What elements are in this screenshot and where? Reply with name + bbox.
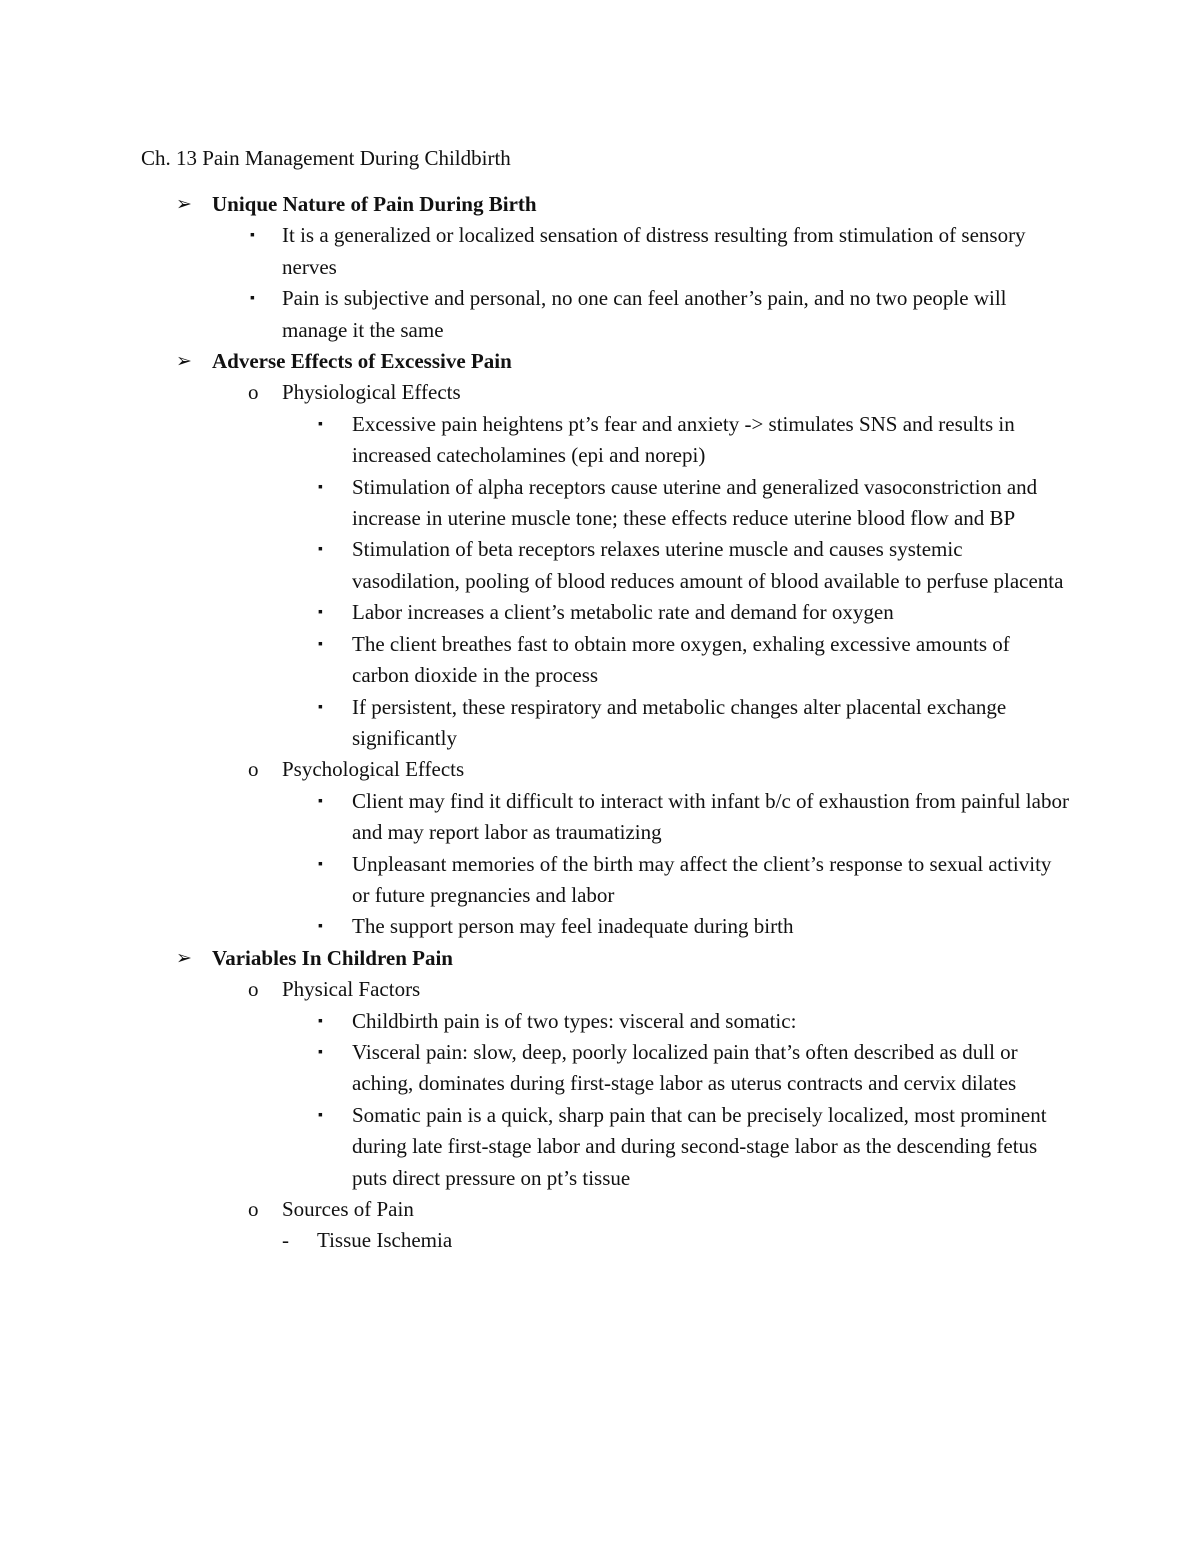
square-bullet-icon: ▪ (318, 1107, 323, 1123)
subsection-heading (0, 754, 1200, 785)
square-bullet-icon: ▪ (318, 1013, 323, 1029)
subsection-heading (0, 974, 1200, 1005)
section-heading (0, 189, 1200, 220)
list-item-text: Stimulation of beta receptors relaxes uterine muscle and causes systemic vasodilation, pooling of blood reduces amount of blood available to perfuse placenta (352, 537, 1064, 593)
list-item (0, 1100, 1200, 1194)
list-item-text: Childbirth pain is of two types: visceral and somatic: (352, 1008, 797, 1033)
arrow-bullet-icon: ➢ (176, 194, 192, 215)
list-item (0, 472, 1200, 535)
square-bullet-icon: ▪ (250, 291, 255, 307)
arrow-bullet-icon: ➢ (176, 351, 192, 373)
section-heading-text: Unique Nature of Pain During Birth (212, 192, 537, 216)
subsection-heading-text: Physiological Effects (282, 380, 461, 405)
list-item (0, 409, 1200, 472)
list-item (0, 1037, 1200, 1100)
subsection-heading-text: Psychological Effects (282, 757, 465, 782)
square-bullet-icon: ▪ (318, 636, 323, 652)
list-item-text: Labor increases a client’s metabolic rate and demand for oxygen (352, 600, 894, 625)
square-bullet-icon: ▪ (318, 919, 323, 935)
list-item-text: Unpleasant memories of the birth may affect the client’s response to sexual activity or future pregnancies and labor (352, 851, 1052, 907)
list-item (0, 220, 1200, 283)
list-item (0, 1225, 1200, 1256)
square-bullet-icon: ▪ (318, 793, 323, 809)
list-item-text: Tissue Ischemia (317, 1228, 453, 1253)
list-item (0, 849, 1200, 912)
list-item-text: It is a generalized or localized sensation of distress resulting from stimulation of sensory nerves (282, 223, 1026, 279)
circle-bullet-icon: o (248, 757, 259, 782)
list-item (0, 597, 1200, 628)
list-item-text: Somatic pain is a quick, sharp pain that can be precisely localized, most prominent during late first-stage labor and during second-stage labor as the descending fetus puts direct pressure on pt’s tissue (352, 1102, 1047, 1190)
square-bullet-icon: ▪ (318, 542, 323, 558)
circle-bullet-icon: o (248, 1197, 259, 1221)
square-bullet-icon: ▪ (318, 699, 323, 715)
subsection-heading-text: Sources of Pain (282, 1197, 414, 1221)
section-heading (0, 943, 1200, 974)
list-item (0, 629, 1200, 692)
square-bullet-icon: ▪ (318, 1044, 323, 1060)
circle-bullet-icon: o (248, 380, 259, 405)
list-item-text: If persistent, these respiratory and metabolic changes alter placental exchange significantly (352, 694, 1007, 750)
document-outline (0, 189, 1200, 1257)
square-bullet-icon: ▪ (318, 605, 323, 621)
list-item-text: Visceral pain: slow, deep, poorly localized pain that’s often described as dull or aching, dominates during first-stage labor as uterus contracts and cervix dilates (352, 1039, 1018, 1096)
section-heading-text: Adverse Effects of Excessive Pain (212, 349, 512, 374)
subsection-heading (0, 377, 1200, 408)
list-item-text: Excessive pain heightens pt’s fear and anxiety -> stimulates SNS and results in increased catecholamines (epi and norepi) (352, 411, 1015, 468)
list-item (0, 692, 1200, 755)
circle-bullet-icon: o (248, 977, 259, 1002)
list-item-text: Pain is subjective and personal, no one can feel another’s pain, and no two people will manage it the same (282, 286, 1007, 342)
arrow-bullet-icon: ➢ (176, 947, 192, 969)
list-item (0, 911, 1200, 942)
list-item-text: The client breathes fast to obtain more oxygen, exhaling excessive amounts of carbon dioxide in the process (352, 631, 1010, 688)
list-item (0, 283, 1200, 346)
list-item-text: Stimulation of alpha receptors cause uterine and generalized vasoconstriction and increase in uterine muscle tone; these effects reduce uterine blood flow and BP (352, 474, 1038, 531)
subsection-heading (0, 1194, 1200, 1225)
section-heading-text: Variables In Children Pain (212, 945, 453, 970)
list-item (0, 534, 1200, 597)
square-bullet-icon: ▪ (250, 228, 255, 244)
list-item-text: The support person may feel inadequate during birth (352, 914, 794, 939)
square-bullet-icon: ▪ (318, 416, 323, 432)
subsection-heading-text: Physical Factors (282, 977, 421, 1002)
square-bullet-icon: ▪ (318, 856, 323, 872)
square-bullet-icon: ▪ (318, 479, 323, 495)
document-title: Ch. 13 Pain Management During Childbirth (141, 146, 511, 170)
list-item (0, 786, 1200, 849)
list-item-text: Client may find it difficult to interact with infant b/c of exhaustion from painful labor and may report labor as traumatizing (352, 788, 1069, 845)
dash-bullet-icon: - (282, 1228, 289, 1253)
list-item (0, 1006, 1200, 1037)
section-heading (0, 346, 1200, 377)
